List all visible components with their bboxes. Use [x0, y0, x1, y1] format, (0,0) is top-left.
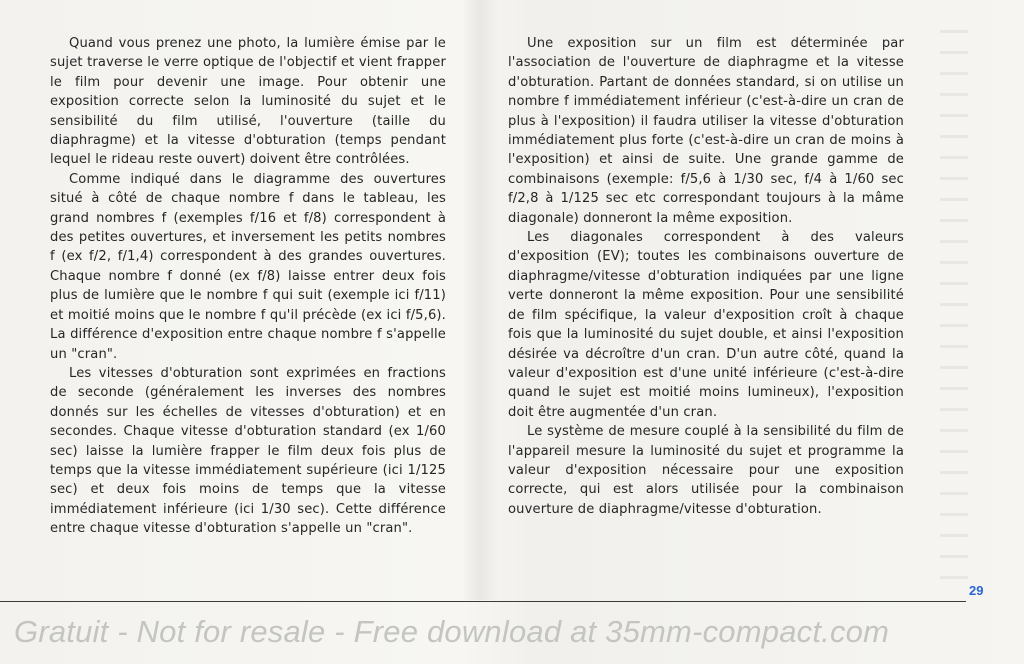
paragraph: Comme indiqué dans le diagramme des ouvertures situé à côté de chaque nombre f dans le tableau, les grand nombres f (exemples f/16 et f/8) correspondent à des petites ouvertures, et inversement les petits nombres f (ex f/2, f/1,4) correspondent à des grandes ouvertures. Chaque nombre f donné (ex f/8) laisse entrer deux fois plus de lumière que le nombre f qui suit (exemple ici f/11) et moitié moins que le nombre f qu'il précède (ex ici f/5,6). La différence d'exposition entre chaque nombre f s'appelle un "cran".: [50, 171, 446, 362]
paragraph: Le système de mesure couplé à la sensibilité du film de l'appareil mesure la luminosité du sujet et programme la valeur d'exposition nécessaire pour une exposition correcte, qui est alors utilisée pour la combinaison ouverture de diaphragme/vitesse d'obturation.: [508, 424, 904, 517]
page-number: 29: [969, 583, 984, 598]
facing-page-bleed: [940, 30, 968, 580]
right-text-column: [508, 34, 904, 519]
page-gutter-shadow: [462, 0, 498, 600]
watermark-text: Gratuit - Not for resale - Free download at 35mm-compact.com: [14, 614, 890, 649]
left-text-column: [50, 34, 446, 539]
footer-rule: [0, 601, 966, 602]
paragraph: Les diagonales correspondent à des valeurs d'exposition (EV); toutes les combinaisons ouverture de diaphragme/vitesse d'obturation indiquées par une ligne verte donneront la même exposition. Pour une sensibilité de film spécifique, la valeur d'exposition croît à chaque fois que la luminosité du sujet double, et ainsi l'exposition désirée va décroître d'un cran. D'un autre côté, quand la valeur d'exposition est d'une unité inférieure (c'est-à-dire quand le sujet est moitié moins lumineux), l'exposition doit être augmentée d'un cran.: [508, 230, 904, 420]
paragraph: Une exposition sur un film est déterminée par l'association de l'ouverture de diaphragme et la vitesse d'obturation. Partant de données standard, si on utilise un nombre f immédiatement inférieur (c'est-à-dire un cran de plus à l'exposition) il faudra utiliser la vitesse d'obturation immédiatement plus forte (c'est-à-dire un cran de moins à l'exposition) et ainsi de suite. Une grande gamme de combinaisons (exemple: f/5,6 à 1/30 sec, f/4 à 1/60 sec f/2,8 à 1/125 sec etc correspondant toujours à la mâme diagonale) donneront la même exposition.: [508, 36, 904, 226]
paragraph: Les vitesses d'obturation sont exprimées en fractions de seconde (généralement les inverses des nombres donnés sur les échelles de vitesses d'obturation) et en secondes. Chaque vitesse d'obturation standard (ex 1/60 sec) laisse la lumière frapper le film deux fois plus de temps que la vitesse immédiatement supérieure (ici 1/125 sec) et deux fois moins de temps que la vitesse immédiatement inférieure (ici 1/30 sec). Cette différence entre chaque vitesse d'obturation s'appelle un "cran".: [50, 365, 446, 537]
paragraph: Quand vous prenez une photo, la lumière émise par le sujet traverse le verre optique de l'objectif et vient frapper le film pour devenir une image. Pour obtenir une exposition correcte selon la luminosité du sujet et le sensibilité du film utilisé, l'ouverture (taille du diaphragme) et la vitesse d'obturation (temps pendant lequel le rideau reste ouvert) doivent être contrôlées.: [50, 36, 446, 168]
